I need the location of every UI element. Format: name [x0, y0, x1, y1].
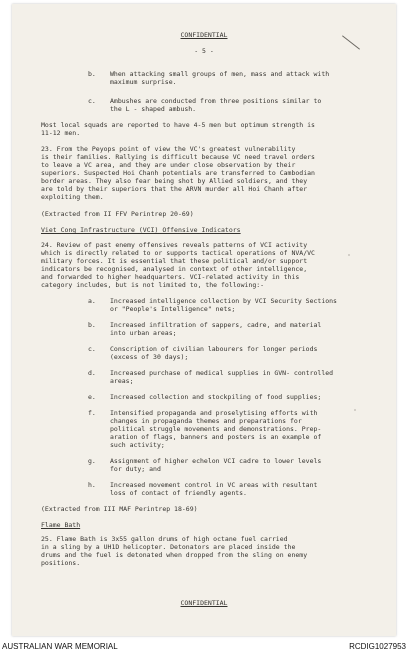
paragraph-line: to leave a VC area, and they are under close observation by their — [41, 161, 296, 169]
item-line: Increased collection and stockpiling of food supplies; — [110, 393, 322, 401]
item-line: loss of contact of friendly agents. — [110, 489, 247, 497]
paragraph-line: indicators be recognised, analysed in context of other intelligence, — [41, 265, 308, 273]
paragraph-line: superiors. Suspected Hoi Chanh potentials are transferred to Cambodian — [41, 169, 315, 177]
paragraph-line: in a sling by a UH1D helicopter. Detonators are placed inside the — [41, 543, 296, 551]
paragraph-line: category includes, but is not limited to, the following:- — [41, 281, 265, 289]
item-line: aration of flags, banners and posters is an example of — [110, 433, 322, 441]
paragraph-line: 24. Review of past enemy offensives reveals patterns of VCI activity — [41, 241, 308, 249]
item-line: (excess of 30 days); — [110, 353, 189, 361]
item-line: changes in propaganda themes and preparations for — [110, 417, 302, 425]
extract-reference: (Extracted from II FFV Perintrep 20-69) — [41, 210, 194, 218]
paragraph-line: positions. — [41, 559, 81, 567]
paragraph-line: military forces. It is essential that these political and/or support — [41, 257, 308, 265]
item-letter: d. — [88, 369, 96, 377]
item-line: maximum surprise. — [110, 78, 177, 86]
item-line: or "People's Intelligence" nets; — [110, 305, 236, 313]
item-letter: h. — [88, 481, 96, 489]
paragraph-line: 25. Flame Bath is 3x55 gallon drums of high octane fuel carried — [41, 535, 288, 543]
item-letter: a. — [88, 297, 96, 305]
item-line: Assignment of higher echelon VCI cadre to lower levels — [110, 457, 322, 465]
paragraph-line: are told by their superiors that the ARVN murder all Hoi Chanh after — [41, 185, 308, 193]
extract-reference: (Extracted from III MAF Perintrep 18-69) — [41, 505, 198, 513]
item-line: the L - shaped ambush. — [110, 105, 197, 113]
paragraph-line: Most local squads are reported to have 4-5 men but optimum strength is — [41, 121, 315, 129]
item-line: Conscription of civilian labourers for longer periods — [110, 345, 318, 353]
paper-blemish — [354, 409, 356, 411]
item-line: Ambushes are conducted from three positions similar to — [110, 97, 322, 105]
item-line: areas; — [110, 377, 134, 385]
item-letter: g. — [88, 457, 96, 465]
paragraph-line: exploiting them. — [41, 193, 104, 201]
item-letter: b. — [88, 70, 96, 78]
paragraph-line: which is directly related to or supports tactical operations of NVA/VC — [41, 249, 315, 257]
paragraph-line: border areas. They also fear being shot by Allied soldiers, and they — [41, 177, 308, 185]
paragraph-line: is their families. Rallying is difficult because VC need travel orders — [41, 153, 315, 161]
item-line: Increased purchase of medical supplies in GVN- controlled — [110, 369, 334, 377]
section-heading-flame: Flame Bath — [41, 521, 81, 529]
paper-blemish — [348, 254, 350, 256]
header-classification: CONFIDENTIAL — [180, 31, 228, 39]
footer-classification: CONFIDENTIAL — [180, 599, 228, 607]
section-heading-vci: Viet Cong Infrastructure (VCI) Offensive Indicators — [41, 226, 241, 234]
item-letter: c. — [88, 97, 96, 105]
item-letter: c. — [88, 345, 96, 353]
item-letter: f. — [88, 409, 96, 417]
item-letter: e. — [88, 393, 96, 401]
item-line: into urban areas; — [110, 329, 177, 337]
item-line: Increased movement control in VC areas with resultant — [110, 481, 318, 489]
paragraph-line: 11-12 men. — [41, 129, 81, 137]
item-line: Intensified propaganda and proselytising efforts with — [110, 409, 318, 417]
paragraph-line: drums and the fuel is detonated when dropped from the sling on enemy — [41, 551, 308, 559]
item-line: Increased intelligence collection by VCI Security Sections — [110, 297, 337, 305]
archive-reference: RCDIG1027953 — [349, 642, 406, 651]
item-letter: b. — [88, 321, 96, 329]
item-line: such activity; — [110, 441, 165, 449]
paragraph-line: 23. From the Peyops point of view the VC's greatest vulnerability — [41, 145, 296, 153]
archive-institution: AUSTRALIAN WAR MEMORIAL — [2, 642, 118, 651]
page-number: - 5 - — [194, 47, 214, 55]
document-page — [12, 4, 396, 636]
item-line: When attacking small groups of men, mass and attack with — [110, 70, 330, 78]
paragraph-line: and forwarded to higher headquarters. VCI-related activity in this — [41, 273, 300, 281]
item-line: Increased infiltration of sappers, cadre, and material — [110, 321, 322, 329]
item-line: political struggle movements and demonstrations. Prep- — [110, 425, 322, 433]
item-line: for duty; and — [110, 465, 161, 473]
